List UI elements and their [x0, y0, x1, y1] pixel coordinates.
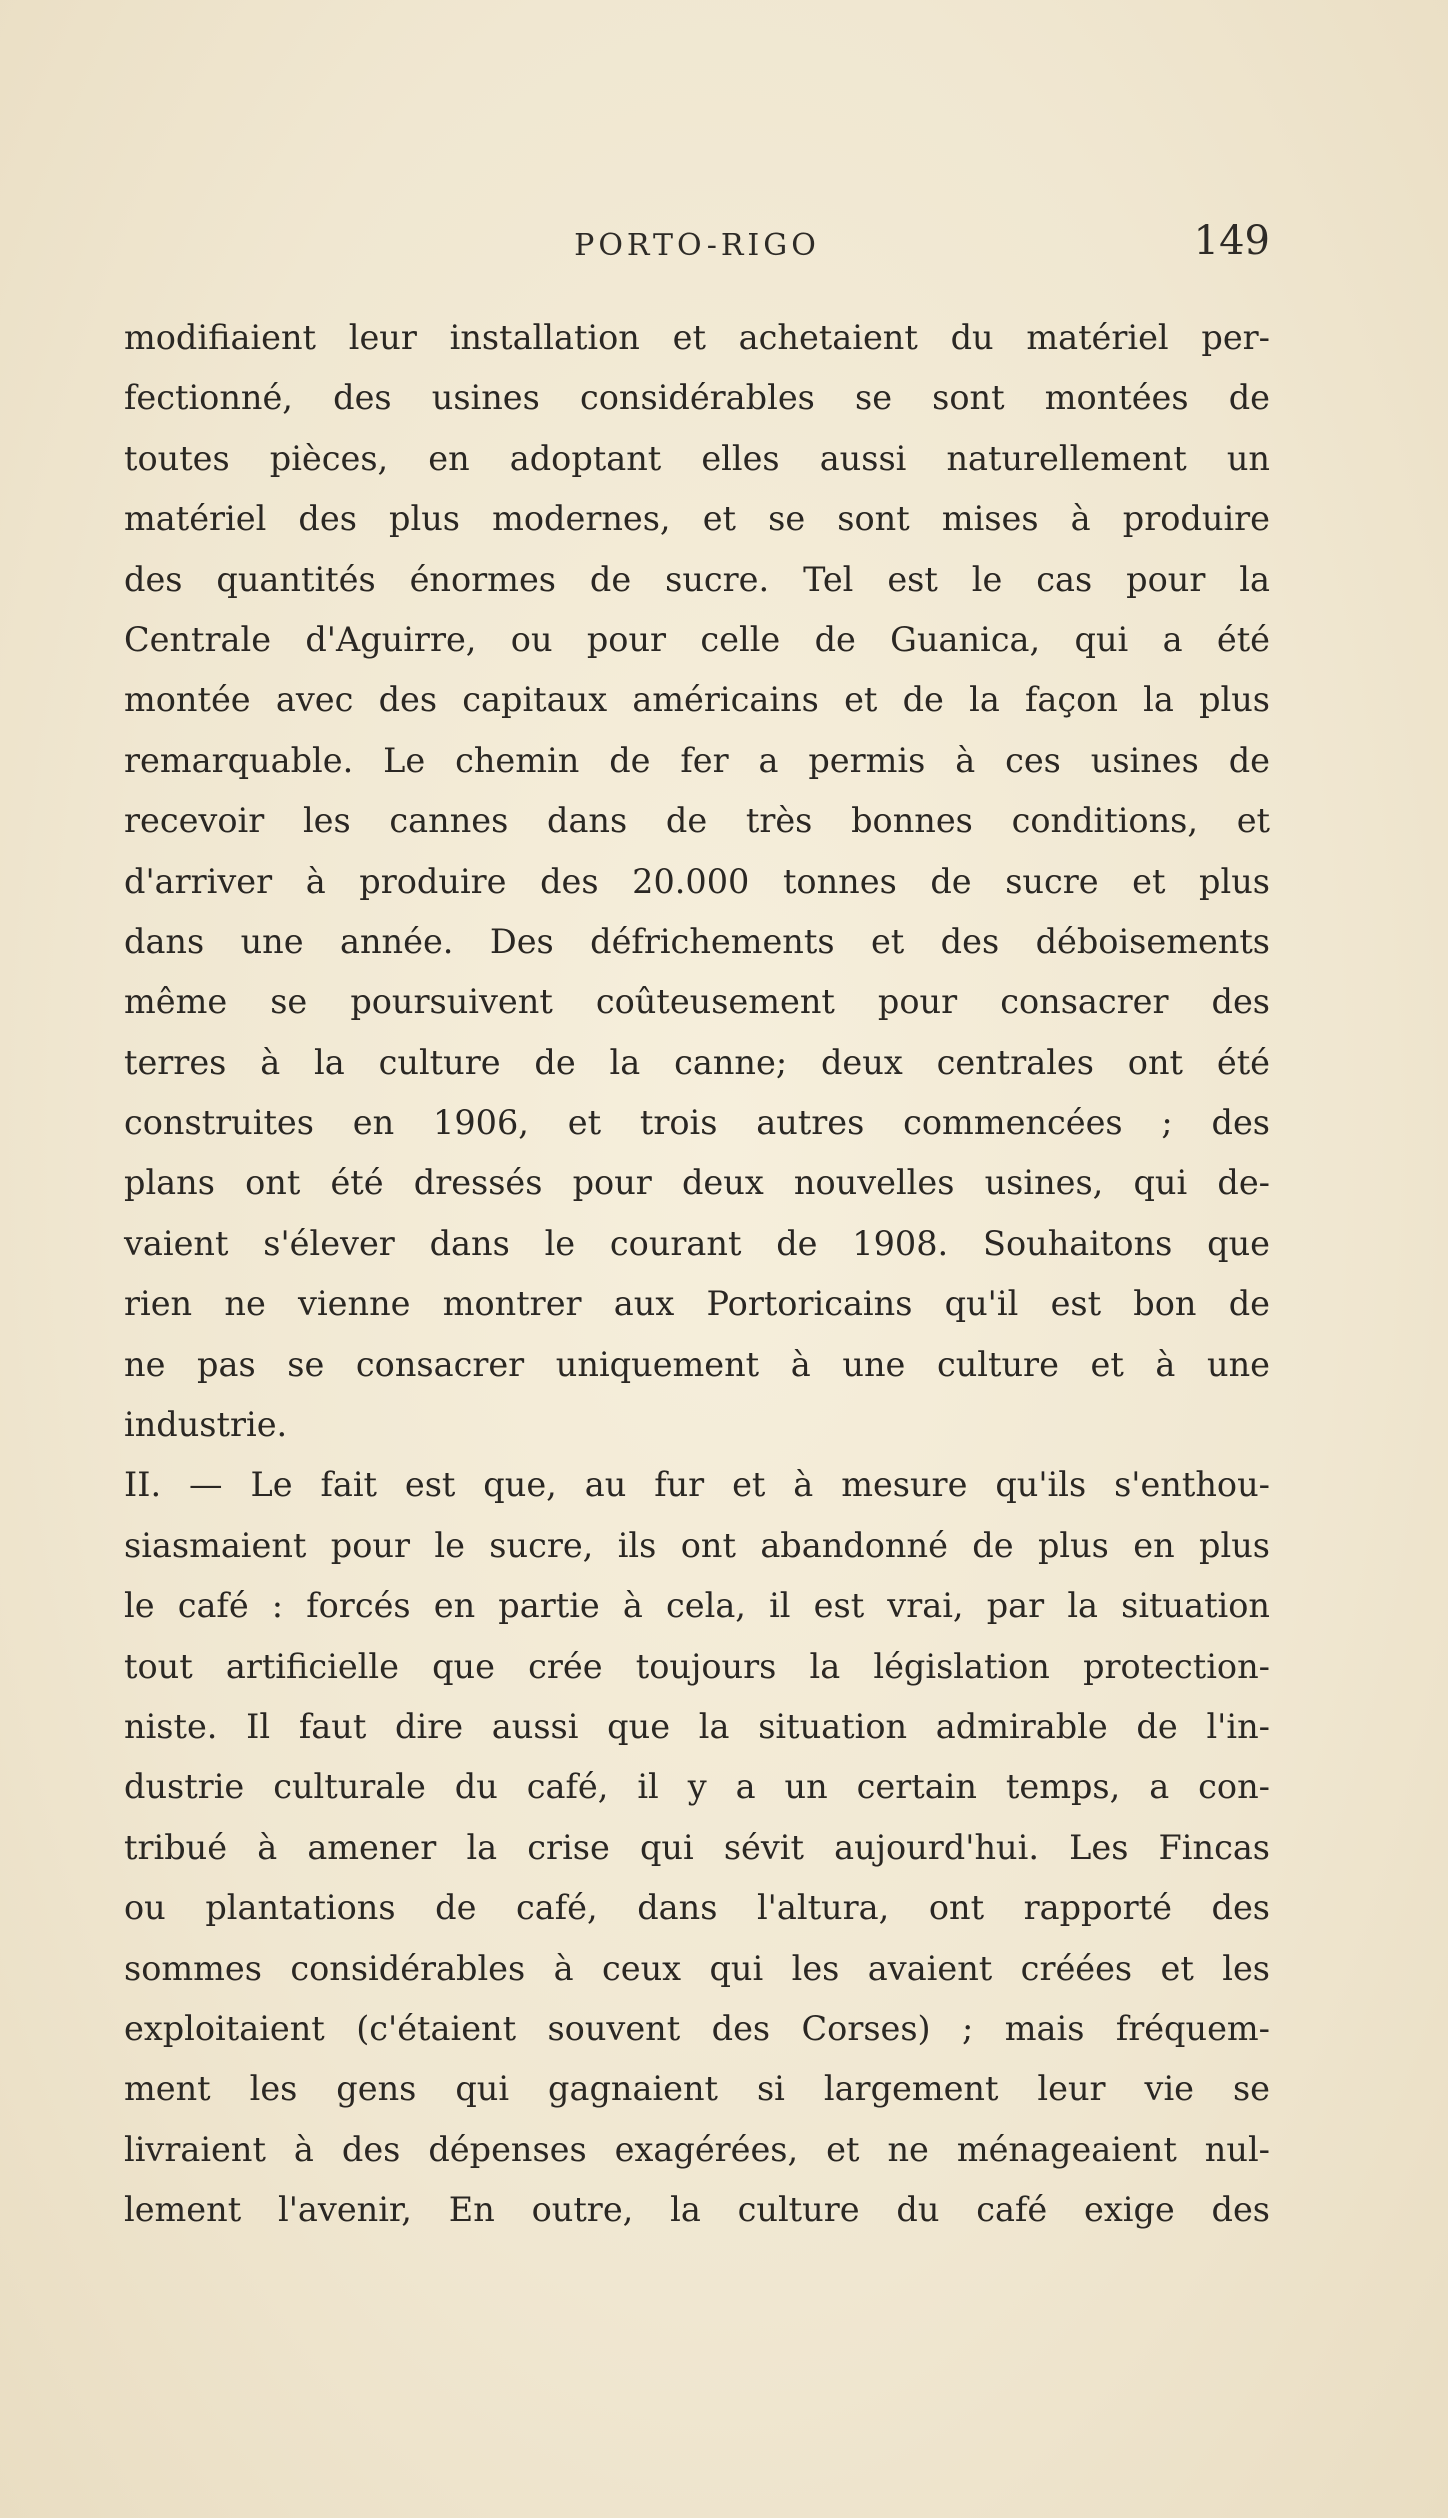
text-line: matériel des plus modernes, et se sont mises à produire: [124, 499, 1270, 539]
text-line: recevoir les cannes dans de très bonnes conditions, et: [124, 801, 1270, 841]
text-line: dans une année. Des défrichements et des déboisements: [124, 921, 1270, 961]
text-line: livraient à des dépenses exagérées, et ne ménageaient nul-: [124, 2129, 1270, 2169]
text-line: tout artificielle que crée toujours la législation protection-: [124, 1646, 1270, 1686]
text-line: le café : forcés en partie à cela, il est vrai, par la situation: [124, 1586, 1270, 1626]
text-line: plans ont été dressés pour deux nouvelles usines, qui de-: [124, 1163, 1270, 1203]
text-line: Centrale d'Aguirre, ou pour celle de Guanica, qui a été: [124, 619, 1270, 659]
text-line: tribué à amener la crise qui sévit aujourd'hui. Les Fincas: [124, 1827, 1270, 1867]
text-line: montée avec des capitaux américains et de la façon la plus: [124, 680, 1270, 720]
text-line: modifiaient leur installation et achetaient du matériel per-: [124, 318, 1270, 357]
text-line: d'arriver à produire des 20.000 tonnes de sucre et plus: [124, 861, 1270, 901]
text-line: ment les gens qui gagnaient si largement leur vie se: [124, 2069, 1270, 2109]
text-line: des quantités énormes de sucre. Tel est le cas pour la: [124, 559, 1270, 599]
text-line: ou plantations de café, dans l'altura, ont rapporté des: [124, 1888, 1270, 1928]
running-head: PORTO-RIGO: [574, 228, 820, 263]
text-line: fectionné, des usines considérables se sont montées de: [124, 378, 1270, 418]
page-header: [124, 218, 1270, 278]
text-line: construites en 1906, et trois autres commencées ; des: [124, 1103, 1270, 1143]
text-line: dustrie culturale du café, il y a un certain temps, a con-: [124, 1767, 1270, 1807]
text-line: vaient s'élever dans le courant de 1908. Souhaitons que: [124, 1223, 1270, 1263]
text-line: II. — Le fait est que, au fur et à mesure qu'ils s'enthou-: [124, 1465, 1270, 1505]
text-line: terres à la culture de la canne; deux centrales ont été: [124, 1042, 1270, 1082]
text-line: exploitaient (c'étaient souvent des Corses) ; mais fréquem-: [124, 2008, 1270, 2048]
text-line: lement l'avenir, En outre, la culture du café exige des: [124, 2190, 1270, 2230]
text-line: siasmaient pour le sucre, ils ont abandonné de plus en plus: [124, 1525, 1270, 1565]
text-line: sommes considérables à ceux qui les avaient créées et les: [124, 1948, 1270, 1988]
text-line: rien ne vienne montrer aux Portoricains qu'il est bon de: [124, 1284, 1270, 1324]
text-line: ne pas se consacrer uniquement à une culture et à une: [124, 1344, 1270, 1384]
body-text: [124, 308, 1270, 2241]
text-line: remarquable. Le chemin de fer a permis à ces usines de: [124, 740, 1270, 780]
text-line: industrie.: [124, 1405, 288, 1445]
text-line: toutes pièces, en adoptant elles aussi naturellement un: [124, 438, 1270, 478]
page-number: 149: [1193, 218, 1270, 264]
text-line: niste. Il faut dire aussi que la situation admirable de l'in-: [124, 1706, 1270, 1746]
text-line: même se poursuivent coûteusement pour consacrer des: [124, 982, 1270, 1022]
